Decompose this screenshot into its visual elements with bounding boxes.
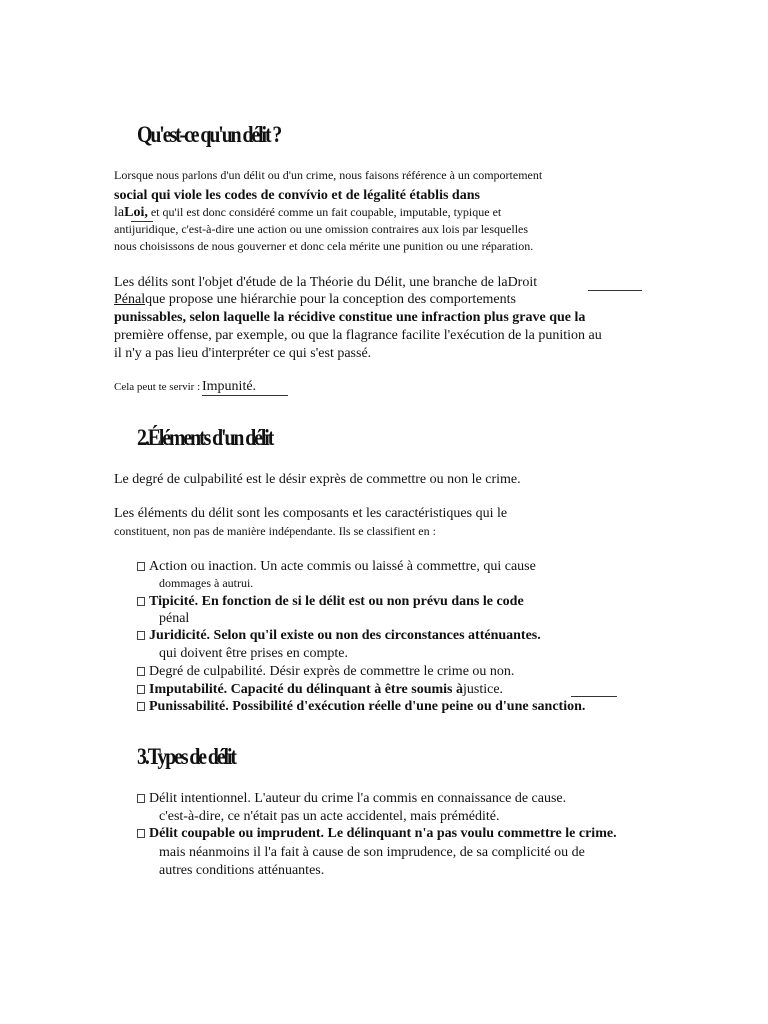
para1-la: la (114, 205, 125, 220)
para2-line1 (114, 275, 537, 291)
para1-line3-rest: et qu'il est donc considéré comme un fait coupable, imputable, typique et (147, 205, 502, 219)
list-item-imputabilite: Imputabilité. Capacité du délinquant à être soumis àjustice. (137, 682, 503, 698)
droit-underline (588, 290, 642, 291)
bullet-box-icon (137, 597, 145, 606)
bullet-box-icon (137, 702, 145, 711)
heading-elements: 2.Éléments d'un délit (137, 425, 273, 450)
list-item-action: Action ou inaction. Un acte commis ou laissé à commettre, qui cause (137, 559, 536, 575)
droit-link[interactable]: Droit (507, 275, 538, 290)
list-item-punissabilite: Punissabilité. Possibilité d'exécution réelle d'une peine ou d'une sanction. (137, 699, 585, 715)
para2-line2-rest: que propose une hiérarchie pour la conception des comportements (145, 292, 516, 307)
justice-underline (571, 696, 617, 697)
impunite-link[interactable]: Impunité. (202, 379, 257, 394)
loi-link[interactable]: Loi, (124, 205, 148, 220)
bullet-box-icon (137, 829, 145, 838)
para2-line1-text: Les délits sont l'objet d'étude de la Théorie du Délit, une branche de la (114, 275, 508, 290)
para1-line3 (114, 205, 501, 221)
bullet-box-icon (137, 667, 145, 676)
bullet-box-icon (137, 794, 145, 803)
type-item-intentionnel-cont: c'est-à-dire, ce n'était pas un acte accidentel, mais prémédité. (159, 809, 500, 824)
list-item-culpabilite: Degré de culpabilité. Désir exprès de commettre le crime ou non. (137, 664, 514, 680)
heading-types: 3.Types de délit (137, 744, 235, 769)
justice-link[interactable]: justice. (463, 682, 504, 697)
list-item-juridicite-cont: qui doivent être prises en compte. (159, 646, 348, 661)
para2-line3: punissables, selon laquelle la récidive constitue une infraction plus grave que la (114, 310, 586, 325)
type-item-coupable-cont2: autres conditions atténuantes. (159, 863, 325, 878)
para2-line5: il n'y a pas lieu d'interpréter ce qui s'est passé. (114, 346, 372, 361)
para1-line1: Lorsque nous parlons d'un délit ou d'un crime, nous faisons référence à un comportement (114, 168, 543, 182)
type-item-coupable: Délit coupable ou imprudent. Le délinquant n'a pas voulu commettre le crime. (137, 826, 617, 842)
para1-line2: social qui viole les codes de convívio et de légalité établis dans (114, 188, 480, 203)
serve-label: Cela peut te servir : (114, 381, 201, 393)
list-item-action-cont: dommages à autrui. (159, 576, 254, 590)
bullet-box-icon (137, 631, 145, 640)
section2-p2-line2: constituent, non pas de manière indépendante. Ils se classifient en : (114, 524, 436, 538)
penal-link[interactable]: Pénal (114, 292, 146, 307)
section2-p1: Le degré de culpabilité est le désir exprès de commettre ou non le crime. (114, 472, 521, 487)
section2-p2-line1: Les éléments du délit sont les composants et les caractéristiques qui le (114, 506, 508, 521)
impunite-underline (202, 395, 288, 396)
para1-line5: nous choisissons de nous gouverner et donc cela mérite une punition ou une réparation. (114, 239, 534, 253)
bullet-box-icon (137, 685, 145, 694)
type-item-intentionnel: Délit intentionnel. L'auteur du crime l'a commis en connaissance de cause. (137, 791, 566, 807)
list-item-tipicite: Tipicité. En fonction de si le délit est ou non prévu dans le code (137, 594, 524, 610)
list-item-juridicite: Juridicité. Selon qu'il existe ou non des circonstances atténuantes. (137, 628, 541, 644)
para1-line4: antijuridique, c'est-à-dire une action ou une omission contraires aux lois par lesquelles (114, 222, 529, 236)
bullet-box-icon (137, 562, 145, 571)
para2-line4: première offense, par exemple, ou que la flagrance facilite l'exécution de la punition au (114, 328, 602, 343)
type-item-coupable-cont1: mais néanmoins il l'a fait à cause de son imprudence, de sa complicité ou de (159, 845, 585, 860)
heading-what-is-delit: Qu'est-ce qu'un délit ? (137, 122, 281, 147)
list-item-tipicite-cont: pénal (159, 611, 190, 626)
para2-line2 (114, 292, 516, 308)
